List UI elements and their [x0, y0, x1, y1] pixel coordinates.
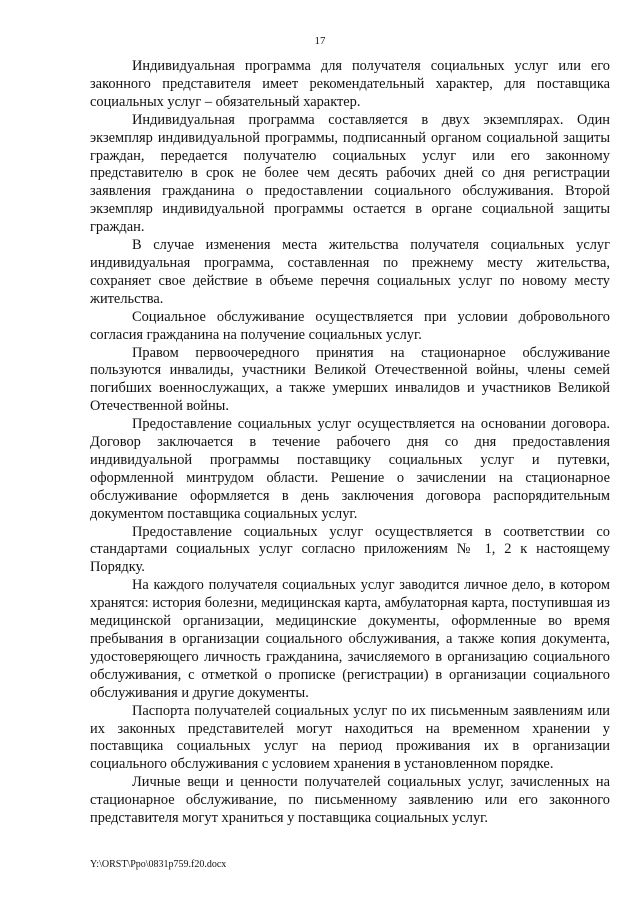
paragraph: Предоставление социальных услуг осуществляется в соответствии со стандартами социальных услуг согласно приложениям № 1, 2 к настоящему Порядку. — [90, 523, 610, 576]
paragraph: Индивидуальная программа составляется в двух экземплярах. Один экземпляр индивидуальной программы, подписанный органом социальной защиты граждан, передается получателю социальных услуг или его законному представителю в срок не более чем десять рабочих дней со дня регистрации заявления гражданина о предоставлении социального обслуживания. Второй экземпляр индивидуальной программы остается в органе социальной защиты граждан. — [90, 111, 610, 236]
paragraph: Индивидуальная программа для получателя социальных услуг или его законного представителя имеет рекомендательный характер, для поставщика социальных услуг – обязательный характер. — [90, 58, 610, 110]
footer-file-path: Y:\ORST\Ppo\0831p759.f20.docx — [90, 859, 227, 870]
document-body — [90, 58, 610, 828]
paragraph: Правом первоочередного принятия на стационарное обслуживание пользуются инвалиды, участники Великой Отечественной войны, члены семей погибших военнослужащих, а также умерших инвалидов и участников Великой Отечественной войны. — [90, 344, 610, 415]
paragraph: Паспорта получателей социальных услуг по их письменным заявлениям или их законных представителей могут находиться на временном хранении у поставщика социальных услуг на период проживания их в организации социального обслуживания с условием хранения в установленном порядке. — [90, 702, 610, 773]
paragraph: В случае изменения места жительства получателя социальных услуг индивидуальная программа, составленная по прежнему месту жительства, сохраняет свое действие в объеме перечня социальных услуг по новому месту жительства. — [90, 237, 610, 307]
paragraph: Социальное обслуживание осуществляется при условии добровольного согласия гражданина на получение социальных услуг. — [90, 308, 610, 343]
paragraph: На каждого получателя социальных услуг заводится личное дело, в котором хранятся: история болезни, медицинская карта, амбулаторная карта, поступившая из медицинской организации, медицинские документы, оформленные во время пребывания в организации социального обслуживания, а также копия документа, удостоверяющего личность гражданина, зачисляемого в организацию социального обслуживания, с отметкой о прописке (регистрации) в организации социального обслуживания и другие документы. — [90, 577, 610, 701]
page-number: 17 — [314, 35, 326, 47]
paragraph: Личные вещи и ценности получателей социальных услуг, зачисленных на стационарное обслуживание, по письменному заявлению или его законного представителя могут храниться у поставщика социальных услуг. — [90, 774, 610, 827]
paragraph: Предоставление социальных услуг осуществляется на основании договора. Договор заключается в течение рабочего дня со дня предоставления индивидуальной программы поставщику социальных услуг и путевки, оформленной минтрудом области. Решение о зачислении на стационарное обслуживание оформляется в день заключения договора распорядительным документом поставщика социальных услуг. — [90, 416, 610, 522]
